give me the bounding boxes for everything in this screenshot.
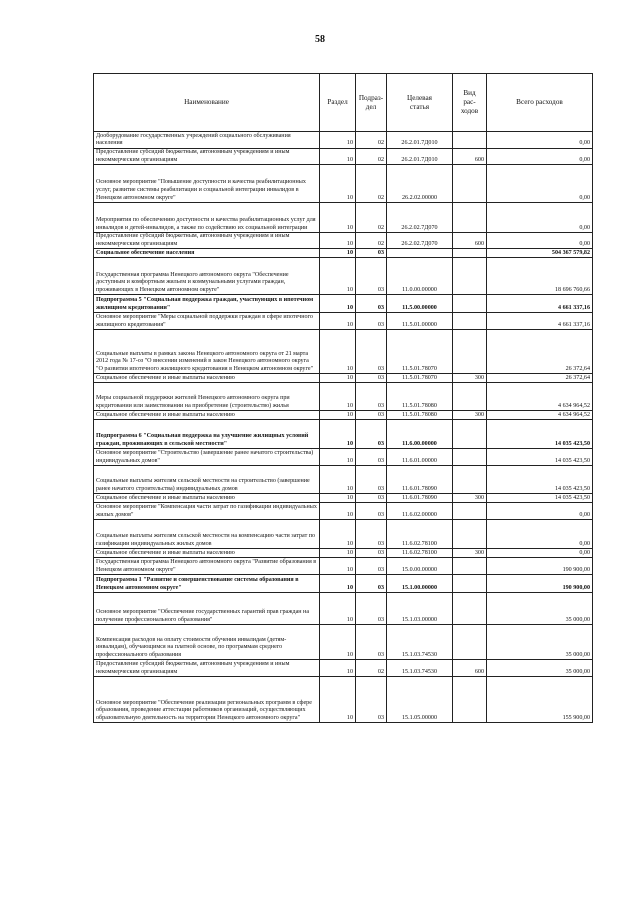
header-expense-type: Вид рас- ходов [453, 74, 487, 132]
row-name-cell: Подпрограмма 1 "Развитие и совершенствование системы образования в Ненецком автономном округе" [94, 575, 320, 593]
row-expense-type-cell [453, 383, 487, 411]
row-target-cell: 11.0.00.00000 [387, 258, 453, 295]
row-name-cell: Социальные выплаты жителям сельской местности на строительство (завершение ранее начатого строительства) индивидуальных домов [94, 466, 320, 494]
table-row [94, 449, 593, 466]
row-subsection-cell: 02 [356, 233, 387, 249]
row-name-cell: Предоставление субсидий бюджетным, автономным учреждениям и иным некоммерческим организациям [94, 660, 320, 677]
header-target: Целевая статья [387, 74, 453, 132]
table-row [94, 258, 593, 295]
row-name-cell: Мероприятия по обеспечению доступности и качества реабилитационных услуг для инвалидов и детей-инвалидов, а также по содействию их социальной интеграции [94, 203, 320, 233]
row-target-cell: 15.1.03.74530 [387, 625, 453, 660]
row-subsection-cell: 03 [356, 383, 387, 411]
table-row [94, 374, 593, 383]
row-total-cell: 26 372,64 [487, 374, 593, 383]
row-total-cell: 14 035 423,50 [487, 449, 593, 466]
row-total-cell: 4 661 337,16 [487, 295, 593, 313]
row-target-cell: 11.5.01.78070 [387, 330, 453, 374]
row-total-cell: 190 900,00 [487, 575, 593, 593]
row-expense-type-cell: 300 [453, 549, 487, 558]
row-subsection-cell: 03 [356, 249, 387, 258]
row-subsection-cell: 02 [356, 165, 387, 203]
row-target-cell: 15.0.00.00000 [387, 558, 453, 575]
row-total-cell: 4 634 964,52 [487, 411, 593, 420]
row-subsection-cell: 03 [356, 503, 387, 520]
row-expense-type-cell: 600 [453, 149, 487, 165]
table-row [94, 295, 593, 313]
row-subsection-cell: 03 [356, 575, 387, 593]
row-name-cell: Предоставление субсидий бюджетным, автономным учреждениям и иным некоммерческим организациям [94, 233, 320, 249]
row-expense-type-cell [453, 593, 487, 625]
row-target-cell: 26.2.01.7Д010 [387, 149, 453, 165]
row-name-cell: Предоставление субсидий бюджетным, автономным учреждениям и иным некоммерческим организациям [94, 149, 320, 165]
header-subsection: Подраз- дел [356, 74, 387, 132]
row-section-cell: 10 [320, 149, 356, 165]
table-row [94, 575, 593, 593]
row-total-cell: 26 372,64 [487, 330, 593, 374]
row-total-cell: 35 000,00 [487, 593, 593, 625]
table-row [94, 165, 593, 203]
row-subsection-cell: 02 [356, 132, 387, 149]
row-name-cell: Компенсация расходов на оплату стоимости обучения инвалидам (детям-инвалидам), обучающимся на платной основе, по программам среднего профессионального образования [94, 625, 320, 660]
row-target-cell: 11.6.02.78100 [387, 549, 453, 558]
table-row [94, 203, 593, 233]
row-expense-type-cell [453, 677, 487, 723]
row-total-cell: 0,00 [487, 520, 593, 549]
row-section-cell: 10 [320, 520, 356, 549]
row-subsection-cell: 02 [356, 203, 387, 233]
row-section-cell: 10 [320, 660, 356, 677]
row-section-cell: 10 [320, 249, 356, 258]
row-subsection-cell: 03 [356, 420, 387, 449]
header-name: Наименование [94, 74, 320, 132]
row-subsection-cell: 03 [356, 374, 387, 383]
table-row [94, 558, 593, 575]
row-section-cell: 10 [320, 203, 356, 233]
table-row [94, 660, 593, 677]
row-expense-type-cell [453, 249, 487, 258]
row-subsection-cell: 03 [356, 593, 387, 625]
row-name-cell: Дооборудование государственных учреждений социального обслуживания населения [94, 132, 320, 149]
row-subsection-cell: 03 [356, 558, 387, 575]
row-total-cell: 0,00 [487, 503, 593, 520]
row-target-cell: 26.2.02.00000 [387, 165, 453, 203]
row-subsection-cell: 03 [356, 677, 387, 723]
row-expense-type-cell [453, 330, 487, 374]
row-section-cell: 10 [320, 374, 356, 383]
row-subsection-cell: 02 [356, 149, 387, 165]
row-expense-type-cell [453, 466, 487, 494]
row-expense-type-cell [453, 449, 487, 466]
row-target-cell: 11.6.02.00000 [387, 503, 453, 520]
row-name-cell: Основное мероприятие "Обеспечение реализации региональных программ в сфере образования, проведение аттестации работников организаций, осуществляющих образовательную деятельность на территории Ненецкого автономного округа" [94, 677, 320, 723]
row-name-cell: Социальное обеспечение и иные выплаты населению [94, 411, 320, 420]
row-name-cell: Государственная программа Ненецкого автономного округа "Обеспечение доступным и комфортным жильем и коммунальными услугами граждан, проживающих в Ненецком автономном округе" [94, 258, 320, 295]
row-name-cell: Меры социальной поддержки жителей Ненецкого автономного округа при кредитовании или заимствовании на приобретение (строительство) жилья [94, 383, 320, 411]
row-target-cell: 11.5.01.78070 [387, 374, 453, 383]
row-section-cell: 10 [320, 132, 356, 149]
row-target-cell: 11.5.01.78080 [387, 411, 453, 420]
row-target-cell: 11.6.01.78090 [387, 466, 453, 494]
row-name-cell: Подпрограмма 6 "Социальная поддержка на улучшение жилищных условий граждан, проживающих в сельской местности" [94, 420, 320, 449]
row-total-cell: 155 900,00 [487, 677, 593, 723]
row-expense-type-cell: 600 [453, 660, 487, 677]
row-target-cell: 26.2.01.7Д010 [387, 132, 453, 149]
row-section-cell: 10 [320, 503, 356, 520]
table-row [94, 466, 593, 494]
table-row [94, 383, 593, 411]
row-section-cell: 10 [320, 575, 356, 593]
row-subsection-cell: 03 [356, 411, 387, 420]
table-row [94, 233, 593, 249]
row-name-cell: Социальные выплаты в рамках закона Ненецкого автономного округа от 21 марта 2012 года № 17-оз "О внесении изменений в закон Ненецкого автономного округа "О развитии ипотечного жилищного кредитования в Ненецком автономном округе" [94, 330, 320, 374]
row-target-cell: 15.1.03.00000 [387, 593, 453, 625]
row-total-cell: 14 035 423,50 [487, 494, 593, 503]
row-name-cell: Социальное обеспечение населения [94, 249, 320, 258]
row-section-cell: 10 [320, 677, 356, 723]
row-expense-type-cell: 300 [453, 374, 487, 383]
row-target-cell: 15.1.05.00000 [387, 677, 453, 723]
row-total-cell: 35 000,00 [487, 625, 593, 660]
row-expense-type-cell [453, 165, 487, 203]
table-row [94, 313, 593, 330]
row-subsection-cell: 03 [356, 494, 387, 503]
row-name-cell: Социальное обеспечение и иные выплаты населению [94, 374, 320, 383]
row-name-cell: Подпрограмма 5 "Социальная поддержка граждан, участвующих в ипотечном жилищном кредитовании" [94, 295, 320, 313]
table-row [94, 149, 593, 165]
row-total-cell: 0,00 [487, 165, 593, 203]
page-number: 58 [315, 34, 325, 45]
row-section-cell: 10 [320, 165, 356, 203]
budget-table [93, 73, 593, 723]
row-target-cell: 11.6.01.00000 [387, 449, 453, 466]
row-section-cell: 10 [320, 449, 356, 466]
row-total-cell: 0,00 [487, 549, 593, 558]
row-total-cell: 504 367 579,82 [487, 249, 593, 258]
row-section-cell: 10 [320, 295, 356, 313]
row-section-cell: 10 [320, 625, 356, 660]
table-row [94, 494, 593, 503]
row-subsection-cell: 02 [356, 660, 387, 677]
row-expense-type-cell [453, 575, 487, 593]
row-section-cell: 10 [320, 466, 356, 494]
row-total-cell: 35 000,00 [487, 660, 593, 677]
row-total-cell: 14 035 423,50 [487, 466, 593, 494]
row-expense-type-cell [453, 420, 487, 449]
table-row [94, 677, 593, 723]
table-row [94, 593, 593, 625]
row-target-cell: 11.6.02.78100 [387, 520, 453, 549]
row-section-cell: 10 [320, 593, 356, 625]
table-row [94, 625, 593, 660]
row-name-cell: Основное мероприятие "Меры социальной поддержки граждан в сфере ипотечного жилищного кредитования" [94, 313, 320, 330]
row-target-cell: 11.6.01.78090 [387, 494, 453, 503]
row-name-cell: Основное мероприятие "Повышение доступности и качества реабилитационных услуг, развитие системы реабилитации и социальной интеграции инвалидов в Ненецком автономном округе" [94, 165, 320, 203]
row-expense-type-cell [453, 503, 487, 520]
table-row [94, 420, 593, 449]
row-expense-type-cell: 300 [453, 494, 487, 503]
table-row [94, 411, 593, 420]
row-name-cell: Основное мероприятие "Обеспечение государственных гарантий прав граждан на получение профессионального образования" [94, 593, 320, 625]
table-header-row [94, 74, 593, 132]
row-subsection-cell: 03 [356, 330, 387, 374]
row-section-cell: 10 [320, 558, 356, 575]
row-total-cell: 14 035 423,50 [487, 420, 593, 449]
header-total: Всего расходов [487, 74, 593, 132]
row-total-cell: 0,00 [487, 132, 593, 149]
row-name-cell: Основное мероприятие "Строительство (завершение ранее начатого строительства) индивидуальных домов" [94, 449, 320, 466]
row-section-cell: 10 [320, 549, 356, 558]
row-name-cell: Основное мероприятие "Компенсация части затрат по газификации индивидуальных жилых домов" [94, 503, 320, 520]
row-target-cell [387, 249, 453, 258]
row-section-cell: 10 [320, 233, 356, 249]
row-section-cell: 10 [320, 411, 356, 420]
row-total-cell: 0,00 [487, 203, 593, 233]
table-row [94, 330, 593, 374]
row-subsection-cell: 03 [356, 520, 387, 549]
table-row [94, 549, 593, 558]
row-total-cell: 0,00 [487, 233, 593, 249]
row-name-cell: Социальное обеспечение и иные выплаты населению [94, 549, 320, 558]
row-subsection-cell: 03 [356, 313, 387, 330]
row-expense-type-cell [453, 558, 487, 575]
row-target-cell: 11.5.00.00000 [387, 295, 453, 313]
table-row [94, 132, 593, 149]
row-total-cell: 4 661 337,16 [487, 313, 593, 330]
row-expense-type-cell: 300 [453, 411, 487, 420]
row-target-cell: 11.5.01.00000 [387, 313, 453, 330]
row-subsection-cell: 03 [356, 625, 387, 660]
row-section-cell: 10 [320, 383, 356, 411]
row-subsection-cell: 03 [356, 449, 387, 466]
row-subsection-cell: 03 [356, 258, 387, 295]
row-expense-type-cell [453, 258, 487, 295]
table-row [94, 249, 593, 258]
row-section-cell: 10 [320, 258, 356, 295]
row-expense-type-cell: 600 [453, 233, 487, 249]
row-target-cell: 26.2.02.7Д070 [387, 233, 453, 249]
header-section: Раздел [320, 74, 356, 132]
row-subsection-cell: 03 [356, 466, 387, 494]
row-expense-type-cell [453, 625, 487, 660]
row-total-cell: 4 634 964,52 [487, 383, 593, 411]
row-expense-type-cell [453, 203, 487, 233]
row-target-cell: 15.1.00.00000 [387, 575, 453, 593]
row-section-cell: 10 [320, 313, 356, 330]
row-subsection-cell: 03 [356, 295, 387, 313]
row-expense-type-cell [453, 520, 487, 549]
row-name-cell: Социальные выплаты жителям сельской местности на компенсацию части затрат по газификации индивидуальных жилых домов [94, 520, 320, 549]
row-section-cell: 10 [320, 330, 356, 374]
table-row [94, 520, 593, 549]
row-expense-type-cell [453, 295, 487, 313]
row-target-cell: 11.5.01.78080 [387, 383, 453, 411]
row-target-cell: 15.1.03.74530 [387, 660, 453, 677]
row-target-cell: 11.6.00.00000 [387, 420, 453, 449]
row-name-cell: Социальное обеспечение и иные выплаты населению [94, 494, 320, 503]
row-expense-type-cell [453, 313, 487, 330]
row-total-cell: 0,00 [487, 149, 593, 165]
row-total-cell: 190 900,00 [487, 558, 593, 575]
row-section-cell: 10 [320, 494, 356, 503]
row-subsection-cell: 03 [356, 549, 387, 558]
row-expense-type-cell [453, 132, 487, 149]
row-section-cell: 10 [320, 420, 356, 449]
row-target-cell: 26.2.02.7Д070 [387, 203, 453, 233]
table-row [94, 503, 593, 520]
row-total-cell: 18 696 760,66 [487, 258, 593, 295]
row-name-cell: Государственная программа Ненецкого автономного округа "Развитие образования в Ненецком автономном округе" [94, 558, 320, 575]
